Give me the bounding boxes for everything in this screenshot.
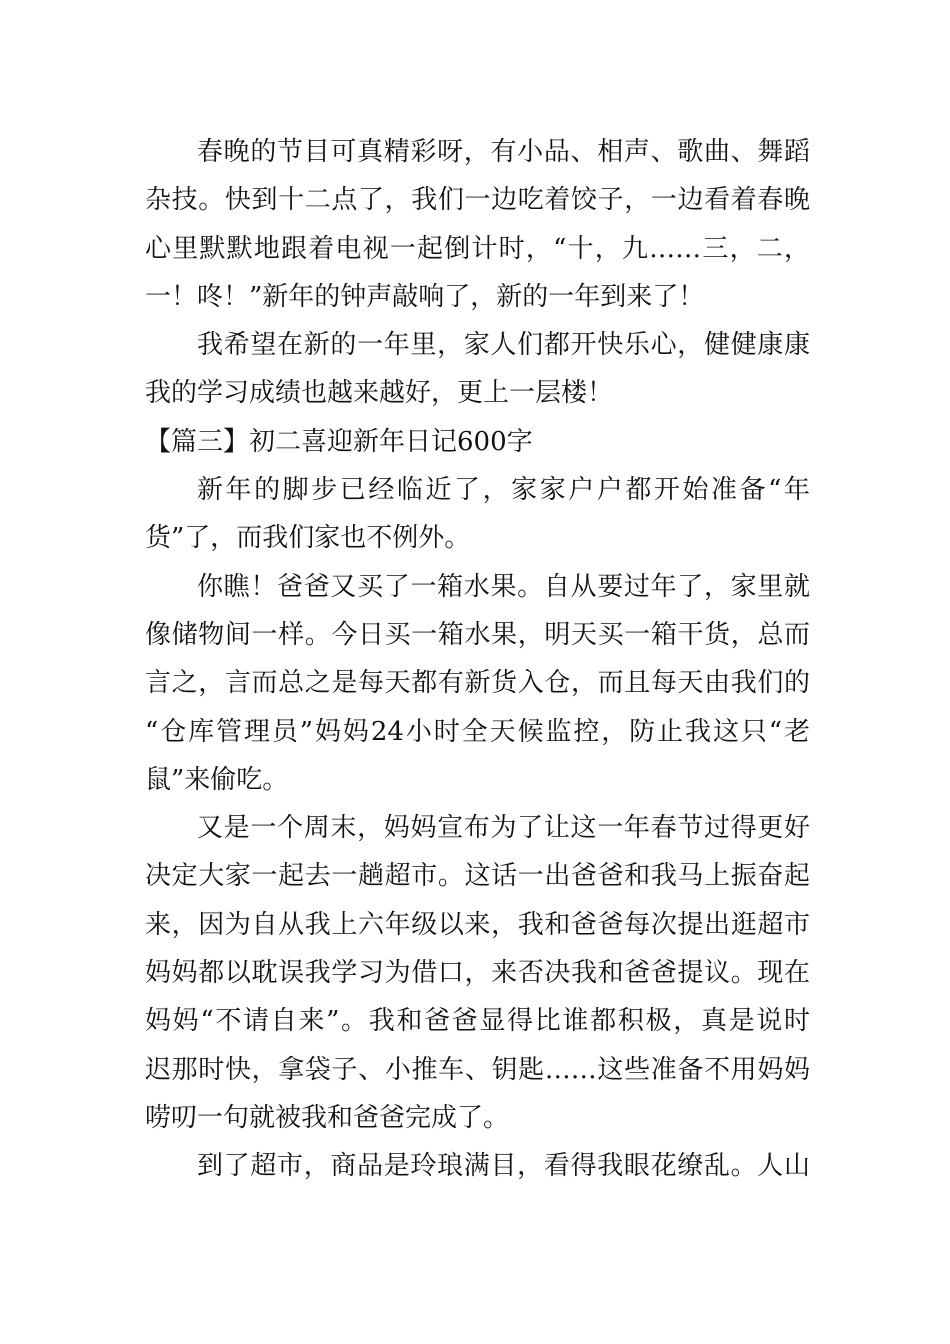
text-line: 到了超市，商品是玲琅满目，看得我眼花缭乱。人山	[197, 1151, 810, 1182]
text-line: 我的学习成绩也越来越好，更上一层楼！	[145, 378, 614, 409]
text-line: “仓库管理员”妈妈24小时全天候监控，防止我这只“老	[145, 716, 810, 747]
paragraph	[145, 321, 810, 418]
text-line: 妈妈“不请自来”。我和爸爸显得比谁都积极，真是说时	[145, 1006, 810, 1037]
paragraph	[145, 1142, 810, 1190]
text-line: 妈妈都以耽误我学习为借口，来否决我和爸爸提议。现在	[145, 958, 810, 989]
text-line: 决定大家一起去一趟超市。这话一出爸爸和我马上振奋起	[145, 861, 810, 892]
text-line: 言之，言而总之是每天都有新货入仓，而且每天由我们的	[145, 668, 810, 699]
text-line: 像储物间一样。今日买一箱水果，明天买一箱干货，总而	[145, 619, 810, 650]
text-line: 迟那时快，拿袋子、小推车、钥匙……这些准备不用妈妈	[145, 1054, 810, 1085]
text-line: 鼠”来偷吃。	[145, 764, 289, 795]
document-body	[145, 128, 810, 1191]
text-line: 来，因为自从我上六年级以来，我和爸爸每次提出逛超市	[145, 909, 810, 940]
text-line: 新年的脚步已经临近了，家家户户都开始准备“年	[197, 475, 810, 506]
text-line: 春晚的节目可真精彩呀，有小品、相声、歌曲、舞蹈	[197, 137, 810, 167]
section-heading: 【篇三】初二喜迎新年日记600字	[145, 426, 533, 457]
text-line: 杂技。快到十二点了，我们一边吃着饺子，一边看着春晚	[145, 185, 810, 216]
text-line: 我希望在新的一年里，家人们都开快乐心，健健康康	[197, 330, 810, 361]
paragraph	[145, 128, 810, 321]
paragraph	[145, 804, 810, 1142]
text-line: 货”了，而我们家也不例外。	[145, 523, 471, 554]
paragraph	[145, 466, 810, 563]
text-line: 你瞧！爸爸又买了一箱水果。自从要过年了，家里就	[197, 571, 810, 602]
paragraph	[145, 563, 810, 804]
text-line: 心里默默地跟着电视一起倒计时，“十，九……三，二，	[145, 233, 810, 264]
text-line: 唠叨一句就被我和爸爸完成了。	[145, 1102, 510, 1133]
text-line: 一！咚！”新年的钟声敲响了，新的一年到来了！	[145, 281, 705, 312]
text-line: 又是一个周末，妈妈宣布为了让这一年春节过得更好	[197, 813, 810, 844]
